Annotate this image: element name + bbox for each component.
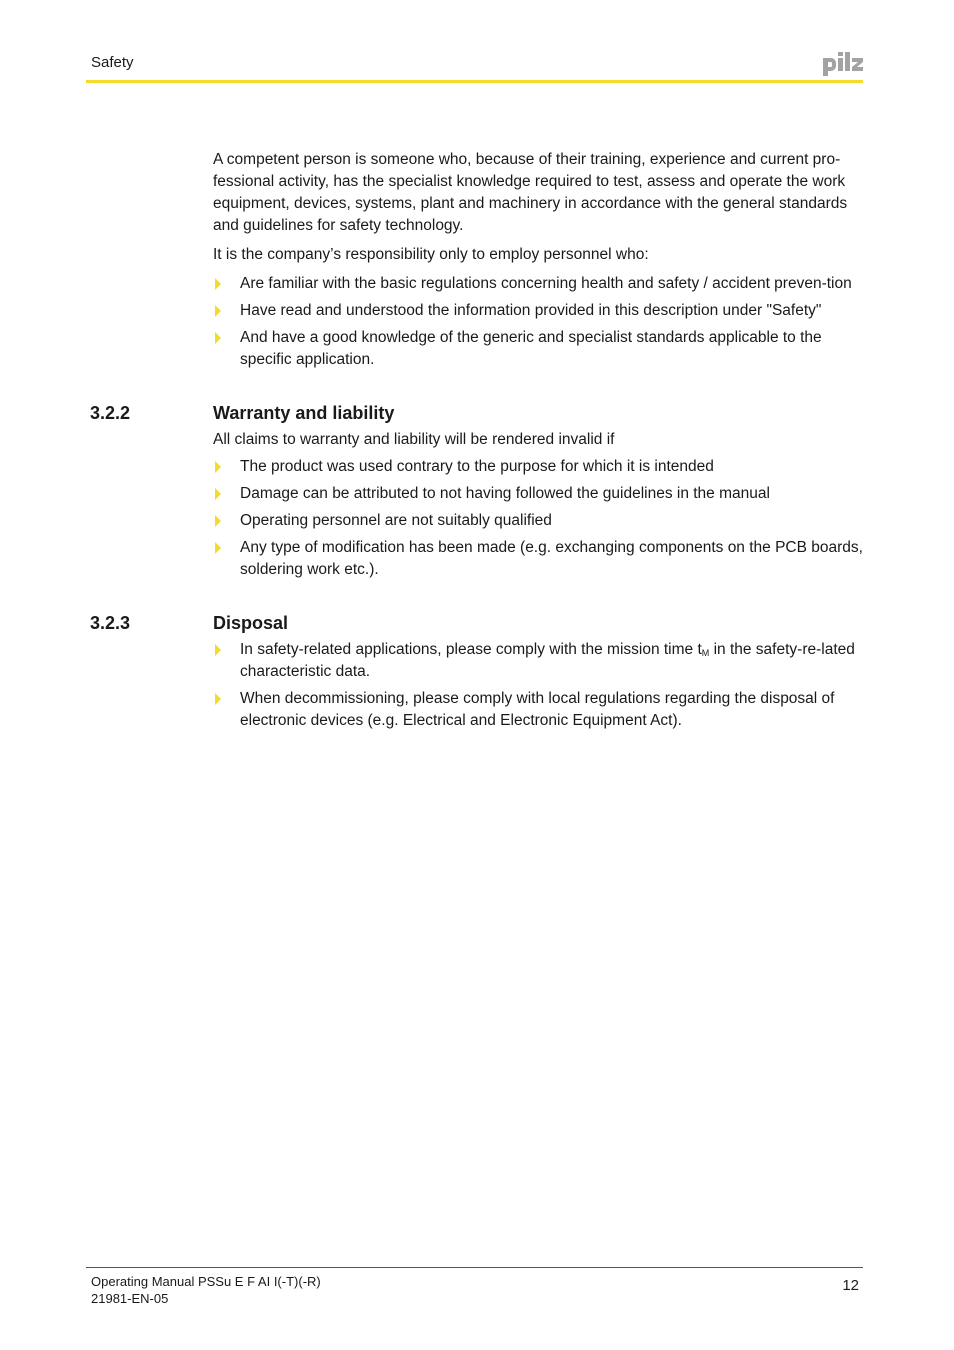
bullet-arrow-icon bbox=[215, 542, 221, 554]
bullet-arrow-icon bbox=[215, 332, 221, 344]
list-item: Operating personnel are not suitably qualified bbox=[213, 510, 865, 532]
list-item: Have read and understood the information provided in this description under "Safety" bbox=[213, 300, 865, 322]
disposal-bullet-list bbox=[213, 639, 865, 732]
list-item: The product was used contrary to the purpose for which it is intended bbox=[213, 456, 865, 478]
list-item: When decommissioning, please comply with local regulations regarding the disposal of electronic devices (e.g. Electrical and Electronic Equipment Act). bbox=[213, 688, 865, 732]
page-content bbox=[90, 149, 865, 737]
section-number: 3.2.3 bbox=[90, 613, 131, 633]
bullet-arrow-icon bbox=[215, 644, 221, 656]
document-number: 21981-EN-05 bbox=[91, 1291, 169, 1306]
intro-bullet-list bbox=[213, 273, 865, 371]
footer-rule bbox=[86, 1267, 863, 1268]
bullet-arrow-icon bbox=[215, 488, 221, 500]
warranty-lead: All claims to warranty and liability will be rendered invalid if bbox=[213, 431, 615, 448]
bullet-arrow-icon bbox=[215, 461, 221, 473]
bullet-arrow-icon bbox=[215, 693, 221, 705]
section-number: 3.2.2 bbox=[90, 403, 131, 423]
intro-lead: It is the company’s responsibility only to employ personnel who: bbox=[213, 246, 649, 263]
warranty-bullet-list bbox=[213, 456, 865, 581]
section-heading-warranty bbox=[90, 401, 865, 425]
section-heading-disposal bbox=[90, 611, 865, 635]
footer-info bbox=[91, 1273, 321, 1307]
subscript: M bbox=[701, 648, 710, 658]
list-item: Any type of modification has been made (e.g. exchanging components on the PCB boards, soldering work etc.). bbox=[213, 537, 865, 581]
header-rule bbox=[86, 80, 863, 83]
intro-paragraph: A competent person is someone who, because of their training, experience and current pro-fessional activity, has the specialist knowledge required to test, assess and operate the work equipment, devices, systems, plant and machinery in accordance with the general standards and guidelines for safety technology. bbox=[213, 151, 848, 234]
header-section-title: Safety bbox=[91, 54, 134, 71]
section-title: Disposal bbox=[213, 613, 289, 633]
page-number: 12 bbox=[842, 1277, 859, 1294]
section-title: Warranty and liability bbox=[213, 403, 395, 423]
list-item: And have a good knowledge of the generic and specialist standards applicable to the specific application. bbox=[213, 327, 865, 371]
bullet-arrow-icon bbox=[215, 305, 221, 317]
bullet-arrow-icon bbox=[215, 278, 221, 290]
pilz-logo bbox=[822, 52, 864, 76]
manual-title: Operating Manual PSSu E F AI I(-T)(-R) bbox=[91, 1274, 321, 1289]
list-item: Are familiar with the basic regulations concerning health and safety / accident preven-tion bbox=[213, 273, 865, 295]
bullet-arrow-icon bbox=[215, 515, 221, 527]
list-item: In safety-related applications, please comply with the mission time $t_M$ in the safety-re-lated characteristic data. bbox=[213, 639, 865, 683]
list-item: Damage can be attributed to not having followed the guidelines in the manual bbox=[213, 483, 865, 505]
